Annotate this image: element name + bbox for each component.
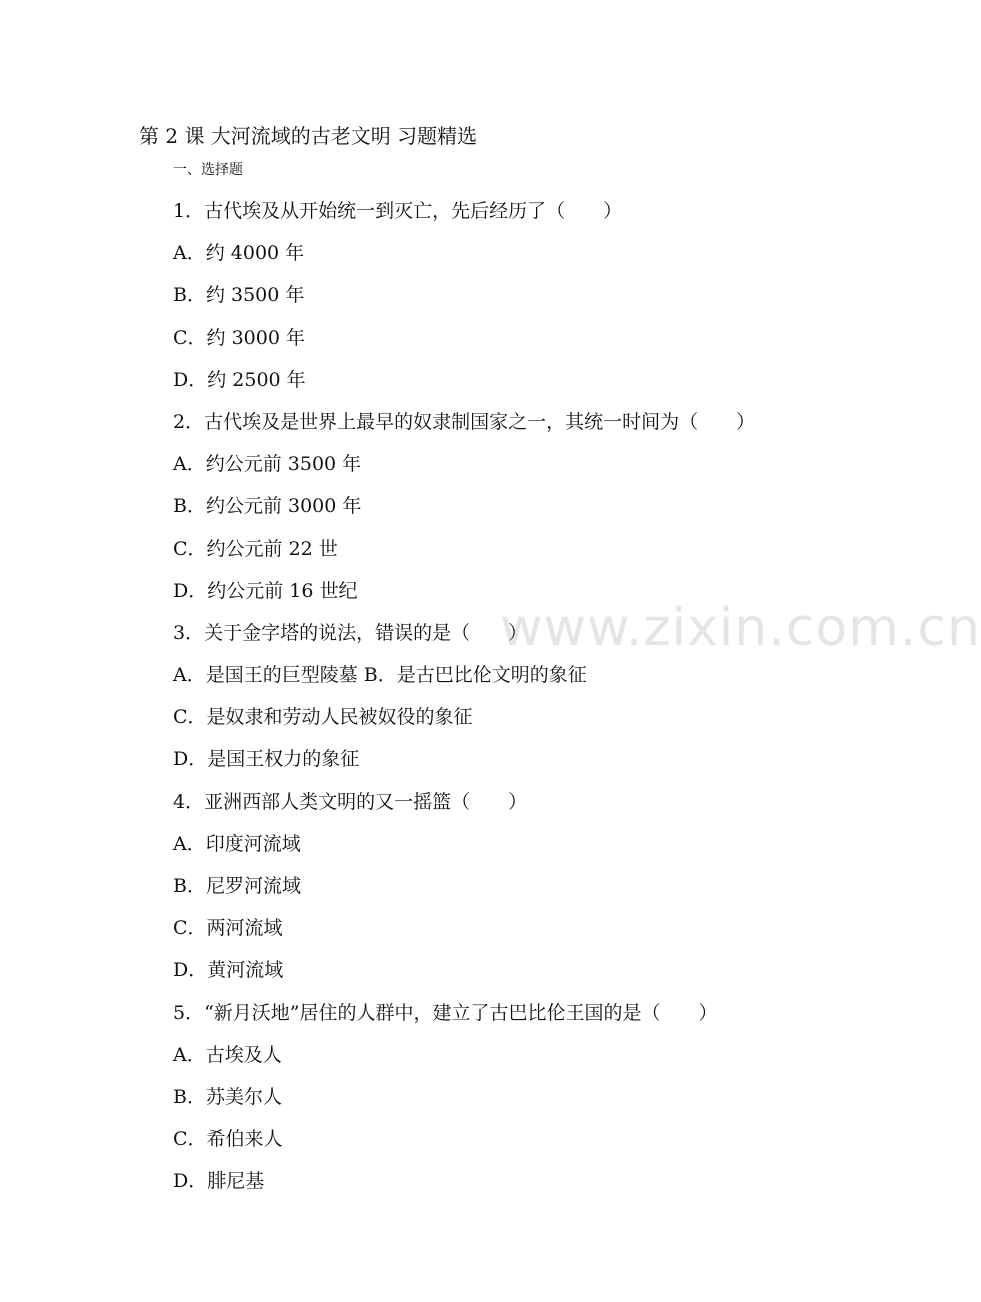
option-c: C．两河流域 (173, 917, 283, 940)
option-b: B．约公元前 3000 年 (173, 495, 362, 518)
page-title: 第 2 课 大河流域的古老文明 习题精选 (139, 124, 478, 148)
option-a: A．约 4000 年 (173, 242, 305, 265)
option-d: D．黄河流域 (173, 959, 284, 982)
option-c: C．是奴隶和劳动人民被奴役的象征 (173, 706, 473, 729)
option-b: B．苏美尔人 (173, 1085, 282, 1108)
watermark: www.zixin.com.cn (500, 598, 981, 658)
option-b: B．尼罗河流域 (173, 875, 301, 897)
option-a: A．古埃及人 (173, 1043, 282, 1066)
question-stem: 3．关于金字塔的说法，错误的是（ ） (173, 621, 528, 644)
option-b: B．约 3500 年 (173, 284, 305, 307)
option-d: D．约 2500 年 (173, 368, 306, 391)
question-stem: 4．亚洲西部人类文明的又一摇篮（ ） (173, 790, 528, 813)
option-d: D．腓尼基 (173, 1170, 265, 1193)
section-heading: 一、选择题 (173, 162, 243, 178)
option-a: A．约公元前 3500 年 (173, 453, 362, 476)
question-stem: 5．“新月沃地”居住的人群中，建立了古巴比伦王国的是（ ） (173, 1001, 718, 1024)
option-d: D．约公元前 16 世纪 (173, 579, 358, 602)
question-stem: 1．古代埃及从开始统一到灭亡，先后经历了（ ） (173, 200, 623, 222)
option-c: C．希伯来人 (173, 1128, 283, 1151)
question-list (173, 190, 873, 1203)
option-c: C．约公元前 22 世 (173, 537, 338, 560)
question-stem: 2．古代埃及是世界上最早的奴隶制国家之一，其统一时间为（ ） (173, 410, 756, 433)
option-d: D．是国王权力的象征 (173, 748, 360, 771)
option-c: C．约 3000 年 (173, 326, 305, 349)
option-a: A．印度河流域 (173, 832, 301, 855)
option-a-b: A．是国王的巨型陵墓 B．是古巴比伦文明的象征 (173, 664, 587, 687)
